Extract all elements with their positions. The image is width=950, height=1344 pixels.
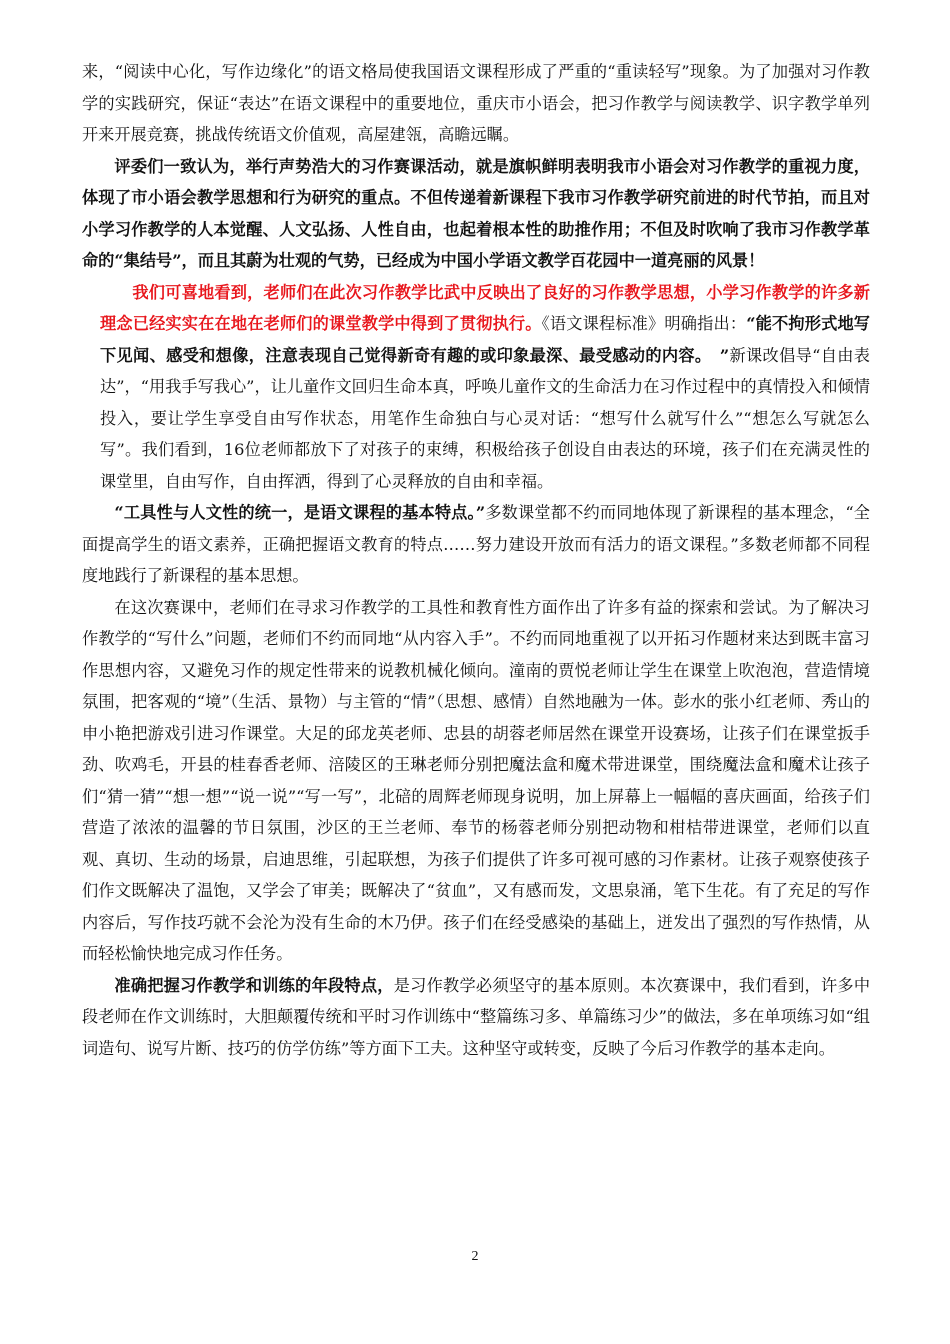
paragraph-5-examples: 在这次赛课中，老师们在寻求习作教学的工具性和教育性方面作出了许多有益的探索和尝试。为了解决习作教学的“写什么”问题，老师们不约而同地“从内容入手”。不约而同地重视了以开拓习作题材来达到既丰富习作思想内容，又避免习作的规定性带来的说教机械化倾向。潼南的贾悦老师让学生在课堂上吹泡泡，营造情境氛围，把客观的“境”（生活、景物）与主管的“情”（思想、感情）自然地融为一体。彭水的张小红老师、秀山的申小艳把游戏引进习作课堂。大足的邱龙英老师、忠县的胡蓉老师居然在课堂开设赛场，让孩子们在课堂扳手劲、吹鸡毛，开县的桂春香老师、涪陵区的王琳老师分别把魔法盒和魔术带进课堂，围绕魔法盒和魔术让孩子们“猜一猜”“想一想”“说一说”“写一写”，北碚的周辉老师现身说明，加上屏幕上一幅幅的喜庆画面，给孩子们营造了浓浓的温馨的节日氛围，沙区的王兰老师、奉节的杨蓉老师分别把动物和柑桔带进课堂，老师们以直观、真切、生动的场景，启迪思维，引起联想，为孩子们提供了许多可视可感的习作素材。让孩子观察使孩子们作文既解决了温饱，又学会了审美；既解决了“贫血”，又有感而发，文思泉涌，笔下生花。有了充足的写作内容后，写作技巧就不会沦为没有生命的木乃伊。孩子们在经受感染的基础上，迸发出了强烈的写作热情，从而轻松愉快地完成习作任务。 [82, 597, 870, 963]
paragraph-2-review: 评委们一致认为，举行声势浩大的习作赛课活动，就是旗帜鲜明表明我市小语会对习作教学的重视力度，体现了市小语会教学思想和行为研究的重点。不但传递着新课程下我市习作教学研究前进的时代节拍，而且对小学习作教学的人本觉醒、人文弘扬、人性自由，也起着根本性的助推作用；不但及时吹响了我市习作教学革命的“集结号”，而且其蔚为壮观的气势，已经成为中国小学语文教学百花园中一道亮丽的风景！ [82, 156, 870, 270]
grade-features-text: 是习作教学必须坚守的基本原则。本次赛课中，我们看到，许多中段老师在作文训练时，大胆颠覆传统和平时习作训练中“整篇练习多、单篇练习少”的做法，多在单项练习如“组词造句、说写片断、技巧的仿学仿练”等方面下工夫。这种坚守或转变，反映了今后习作教学的基本走向。 [82, 975, 871, 1058]
paragraph-4-curriculum [82, 497, 870, 592]
curriculum-text: 多数课堂都不约而同地体现了新课程的基本理念，“全面提高学生的语文素养，正确把握语文教育的特点……努力建设开放而有活力的语文课程。”多数老师都不同程度地践行了新课程的基本思想。 [82, 503, 870, 585]
paragraph-6-grade-features [82, 970, 870, 1065]
grade-features-lead: 准确把握习作教学和训练的年段特点， [114, 975, 394, 995]
standard-quote: “能不拘形式地写下见闻、感受和想像，注意表现自己觉得新奇有趣的或印象最深、最受感动的内容。 ” [100, 314, 870, 365]
page-number: 2 [471, 1249, 479, 1264]
highlighted-statement: 我们可喜地看到，老师们在此次习作教学比武中反映出了良好的习作教学思想，小学习作教学的许多新理念已经实实在在地在老师们的课堂教学中得到了贯彻执行。 [100, 282, 870, 333]
standard-intro: 《语文课程标准》明确指出： [541, 314, 747, 333]
paragraph-3-teaching-ideas [82, 277, 870, 498]
paragraph-1: 来，“阅读中心化，写作边缘化”的语文格局使我国语文课程形成了严重的“重读轻写”现象。为了加强对习作教学的实践研究，保证“表达”在语文课程中的重要地位，重庆市小语会，把习作教学与阅读教学、识字教学单列开来开展竞赛，挑战传统语文价值观，高屋建瓴，高瞻远瞩。 [82, 62, 870, 144]
free-expression-text: 新课改倡导“自由表达”，“用我手写我心”，让儿童作文回归生命本真，呼唤儿童作文的生命活力在习作过程中的真情投入和倾情投入，要让学生享受自由写作状态，用笔作生命独白与心灵对话：“想写什么就写什么”“想怎么写就怎么写”。我们看到，16位老师都放下了对孩子的束缚，积极给孩子创设自由表达的环境，孩子们在充满灵性的课堂里，自由写作，自由挥洒，得到了心灵释放的自由和幸福。 [100, 345, 870, 491]
curriculum-quote: “工具性与人文性的统一，是语文课程的基本特点。” [114, 503, 486, 522]
